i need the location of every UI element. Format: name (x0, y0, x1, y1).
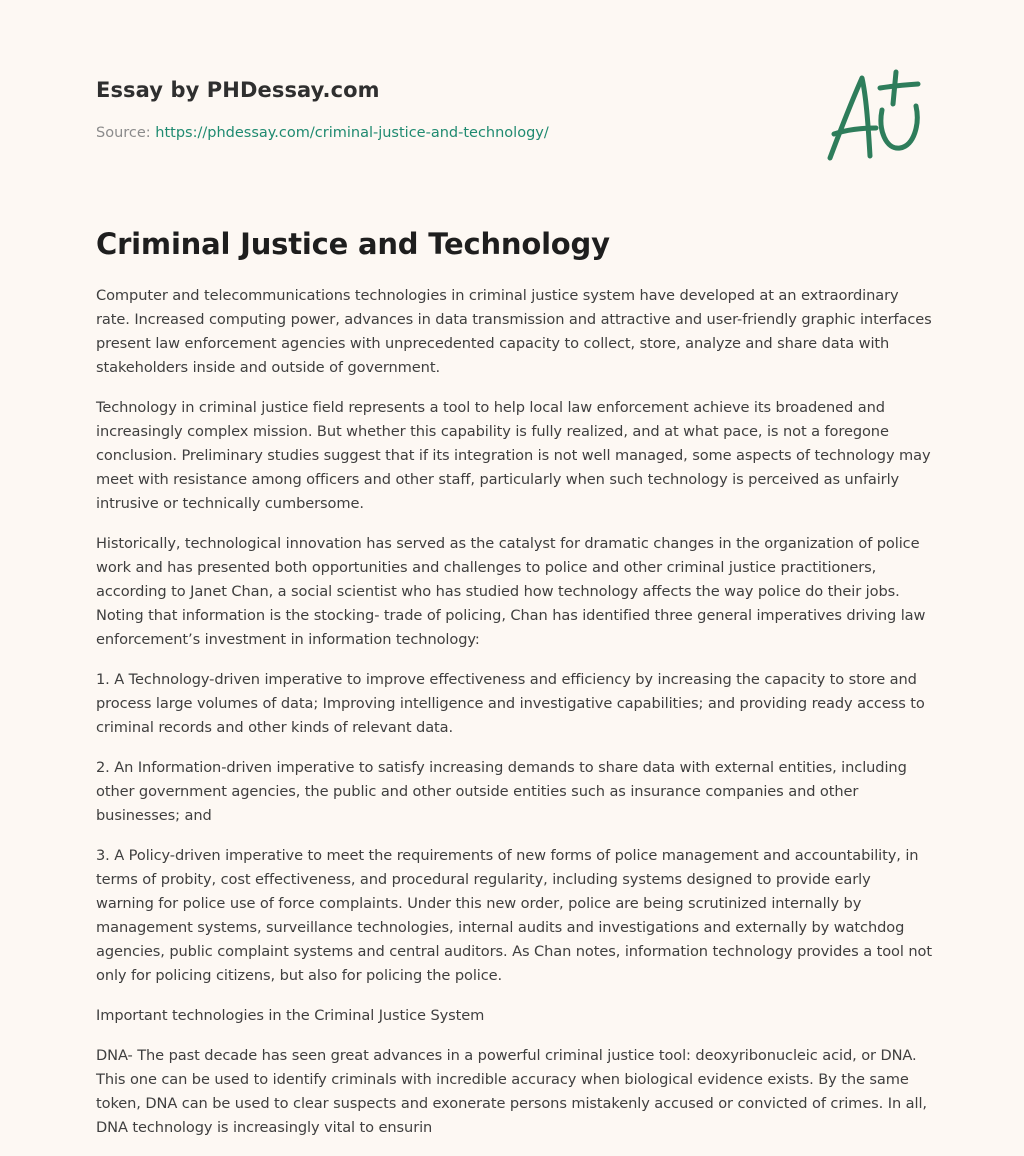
page-header (96, 76, 696, 143)
source-link[interactable]: https://phdessay.com/criminal-justice-and-technology/ (155, 125, 549, 141)
a-plus-logo-graphic (820, 66, 928, 166)
source-line (96, 123, 696, 143)
essay-body (96, 284, 932, 1156)
paragraph: Historically, technological innovation has served as the catalyst for dramatic changes in the organization of police work and has presented both opportunities and challenges to police and other criminal justice practitioners, according to Janet Chan, a social scientist who has studied how technology affects the way police do their jobs. Noting that information is the stocking- trade of policing, Chan has identified three general imperatives driving law enforcement’s investment in information technology: (96, 535, 926, 648)
paragraph: 2. An Information-driven imperative to satisfy increasing demands to share data with external entities, including other government agencies, the public and other outside entities such as insurance companies and other businesses; and (96, 759, 907, 824)
paragraph: Computer and telecommunications technologies in criminal justice system have developed at an extraordinary rate. Increased computing power, advances in data transmission and attractive and user-friendly graphic interfaces present law enforcement agencies with unprecedented capacity to collect, store, analyze and share data with stakeholders inside and outside of government. (96, 287, 932, 376)
paragraph: DNA- The past decade has seen great advances in a powerful criminal justice tool: deoxyribonucleic acid, or DNA. This one can be used to identify criminals with incredible accuracy when biological evidence exists. By the same token, DNA can be used to clear suspects and exonerate persons mistakenly accused or convicted of crimes. In all, DNA technology is increasingly vital to ensurin (96, 1047, 927, 1136)
section-heading: Important technologies in the Criminal Justice System (96, 1007, 485, 1024)
source-label: Source: (96, 125, 156, 141)
paragraph: 3. A Policy-driven imperative to meet the requirements of new forms of police management and accountability, in terms of probity, cost effectiveness, and procedural regularity, including systems designed to provide early warning for police use of force complaints. Under this new order, police are being scrutinized internally by management systems, surveillance technologies, internal audits and investigations and externally by watchdog agencies, public complaint systems and central auditors. As Chan notes, information technology provides a tool not only for policing citizens, but also for policing the police. (96, 847, 932, 984)
site-title: Essay by PHDessay.com (96, 78, 380, 102)
paragraph: Technology in criminal justice field represents a tool to help local law enforcement achieve its broadened and increasingly complex mission. But whether this capability is fully realized, and at what pace, is not a foregone conclusion. Preliminary studies suggest that if its integration is not well managed, some aspects of technology may meet with resistance among officers and other staff, particularly when such technology is perceived as unfairly intrusive or technically cumbersome. (96, 399, 931, 512)
document-title: Criminal Justice and Technology (96, 227, 610, 261)
paragraph: 1. A Technology-driven imperative to improve effectiveness and efficiency by increasing the capacity to store and process large volumes of data; Improving intelligence and investigative capabilities; and providing ready access to criminal records and other kinds of relevant data. (96, 671, 925, 736)
a-plus-grade-logo-icon (820, 66, 928, 166)
